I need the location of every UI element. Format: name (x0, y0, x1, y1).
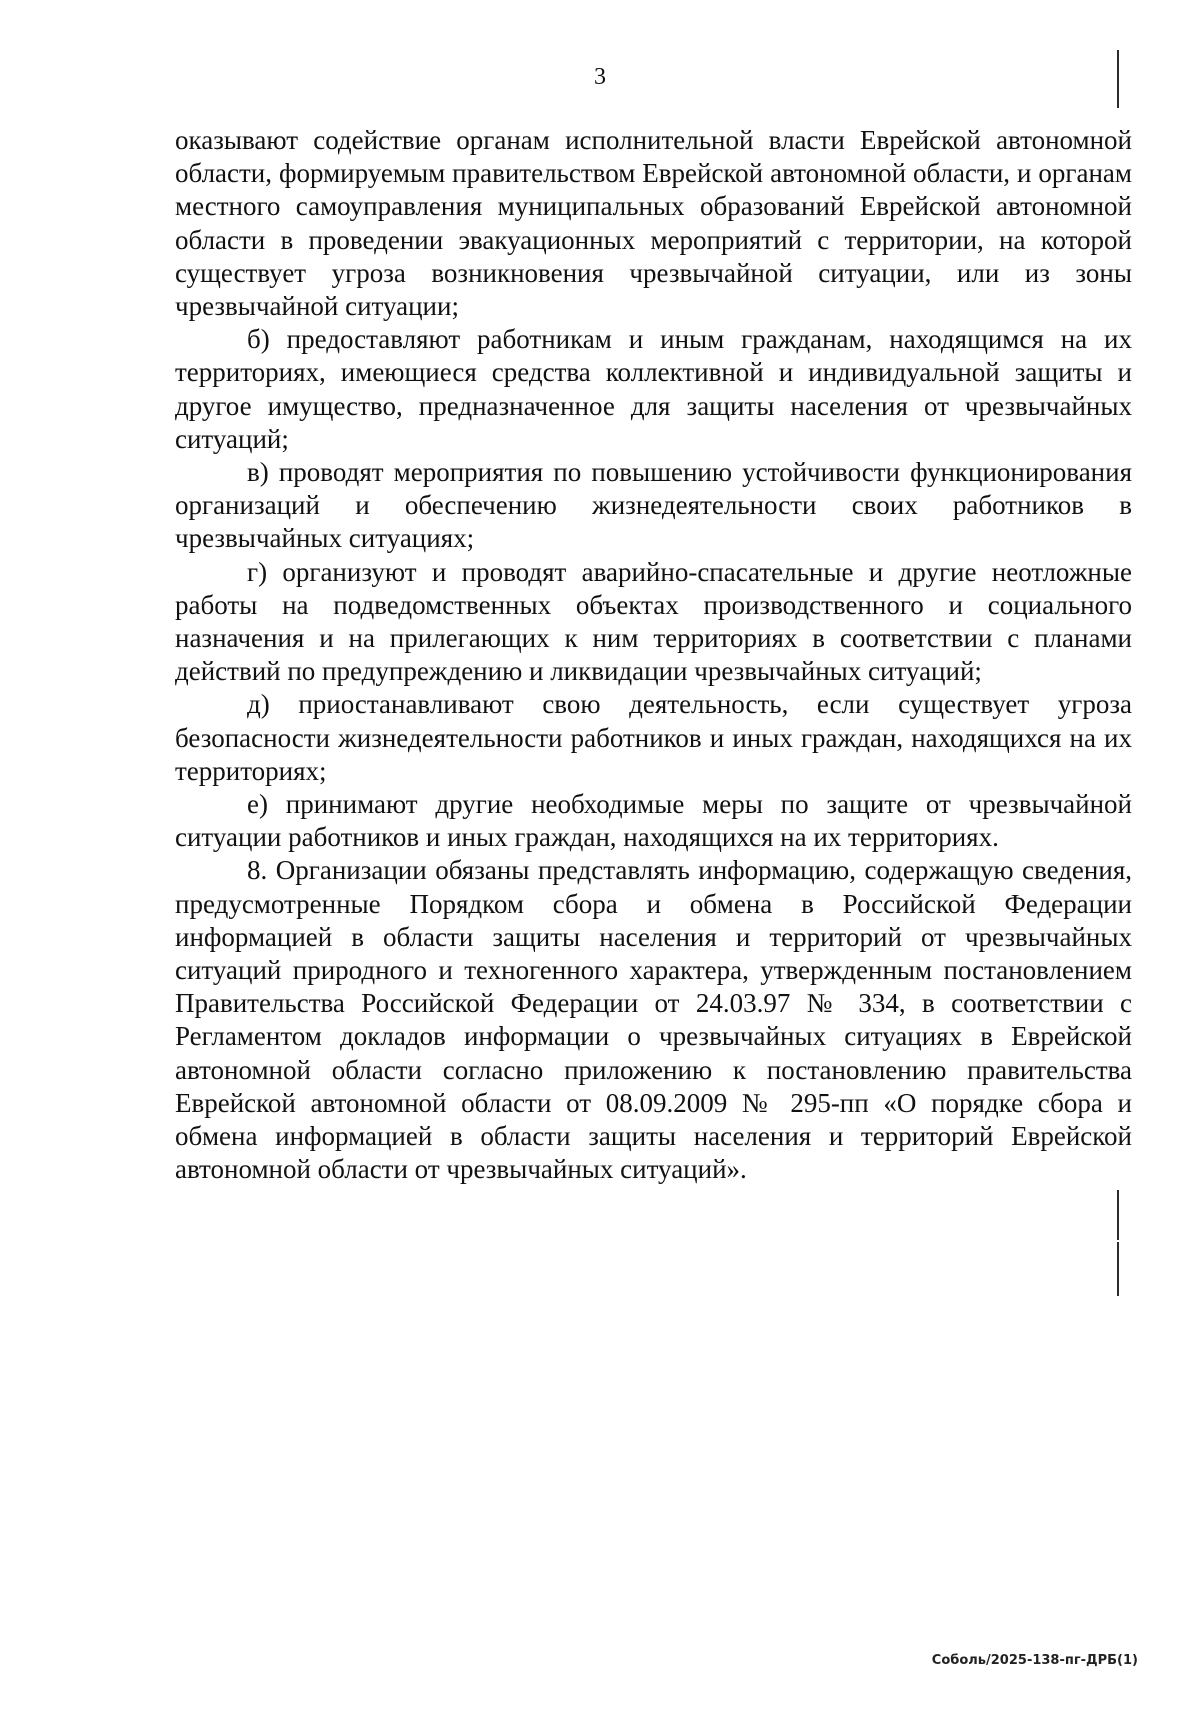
paragraph-item-d: д) приостанавливают свою деятельность, если существует угроза безопасности жизнедеятельности работников и иных граждан, находящихся на их территориях; (175, 689, 1132, 786)
paragraph-evacuation-assistance: оказывают содействие органам исполнительной власти Еврейской автономной области, формируемым правительством Еврейской автономной области, и органам местного самоуправления муниципальных образований Еврейской автономной области в проведении эвакуационных мероприятий с территории, на которой существует угроза возникновения чрезвычайной ситуации, или из зоны чрезвычайной ситуации; (175, 125, 1132, 322)
scan-edge-line (1117, 1190, 1119, 1240)
page-number: 3 (594, 64, 606, 90)
paragraph-item-g: г) организуют и проводят аварийно-спасательные и другие неотложные работы на подведомственных объектах производственного и социального назначения и на прилегающих к ним территориях в соответствии с планами действий по предупреждению и ликвидации чрезвычайных ситуаций; (175, 556, 1132, 687)
scan-edge-line (1117, 1242, 1119, 1296)
paragraph-item-e: е) принимают другие необходимые меры по защите от чрезвычайной ситуации работников и иных граждан, находящихся на их территориях. (175, 789, 1132, 853)
document-body (175, 124, 1132, 1187)
scan-edge-line (1117, 50, 1119, 108)
document-code: Соболь/2025-138-пг-ДРБ(1) (931, 1653, 1138, 1668)
paragraph-item-b: б) предоставляют работникам и иным гражданам, находящимся на их территориях, имеющиеся средства коллективной и индивидуальной защиты и другое имущество, предназначенное для защиты населения от чрезвычайных ситуаций; (175, 324, 1132, 454)
paragraph-clause-8: 8. Организации обязаны представлять информацию, содержащую сведения, предусмотренные Порядком сбора и обмена в Российской Федерации информацией в области защиты населения и территорий от чрезвычайных ситуаций природного и техногенного характера, утвержденным постановлением Правительства Российской Федерации от 24.03.97 № 334, в соответствии с Регламентом докладов информации о чрезвычайных ситуациях в Еврейской автономной области согласно приложению к постановлению правительства Еврейской автономной области от 08.09.2009 № 295-пп «О порядке сбора и обмена информацией в области защиты населения и территорий Еврейской автономной области от чрезвычайных ситуаций». (175, 855, 1132, 1185)
paragraph-item-v: в) проводят мероприятия по повышению устойчивости функционирования организаций и обеспечению жизнедеятельности своих работников в чрезвычайных ситуациях; (175, 457, 1132, 554)
